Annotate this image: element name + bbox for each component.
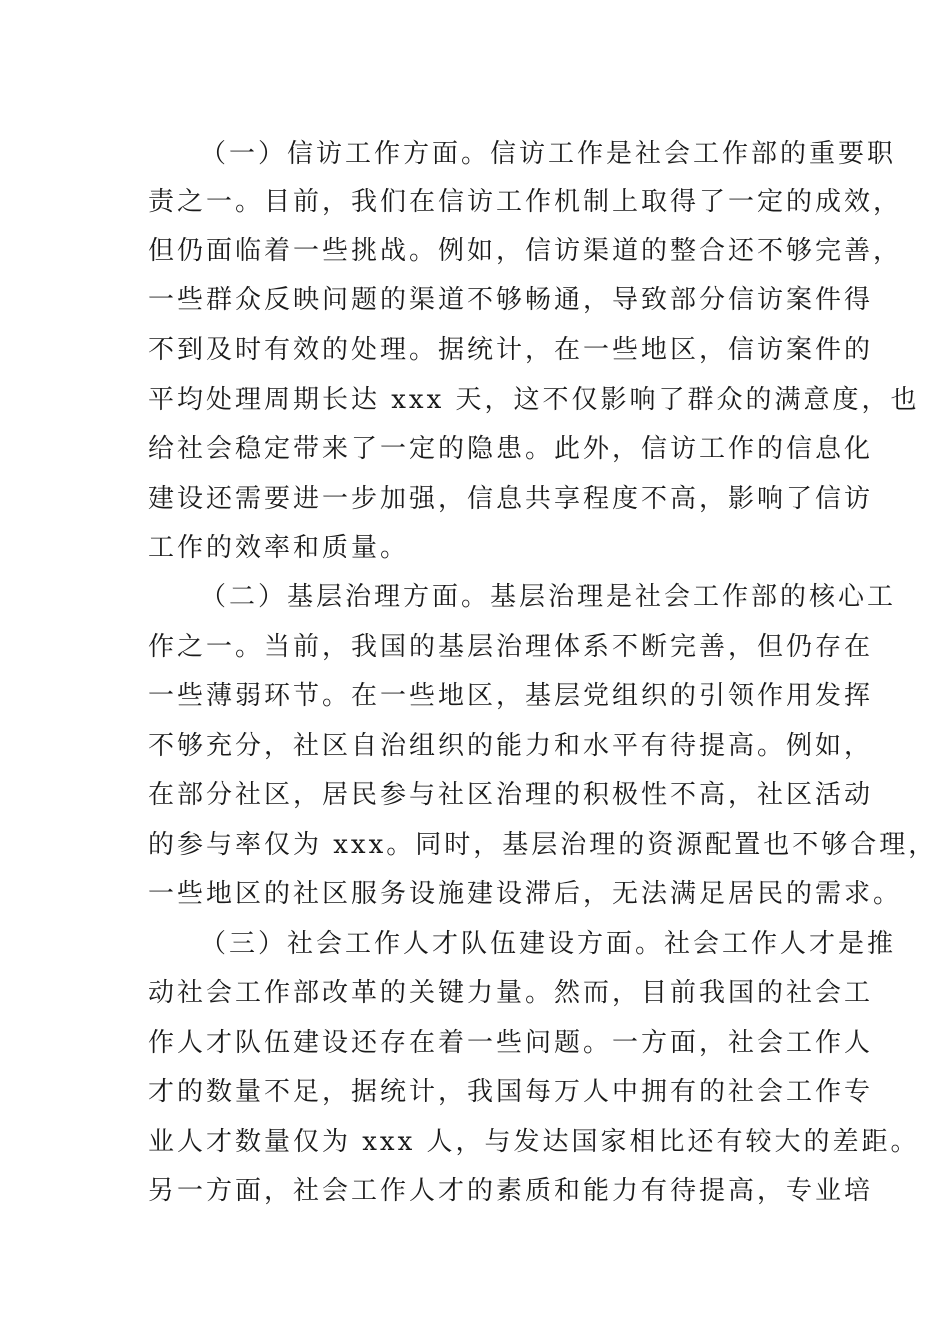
paragraph-line: 才的数量不足，据统计，我国每万人中拥有的社会工作专 <box>148 1077 874 1107</box>
paragraph-line: 在部分社区，居民参与社区治理的积极性不高，社区活动 <box>148 780 874 810</box>
paragraph-line: 责之一。目前，我们在信访工作机制上取得了一定的成效， <box>148 187 903 217</box>
paragraph-line: 给社会稳定带来了一定的隐患。此外，信访工作的信息化 <box>148 434 874 464</box>
paragraph-line: 另一方面，社会工作人才的素质和能力有待提高，专业培 <box>148 1176 874 1206</box>
paragraph-line: （二）基层治理方面。基层治理是社会工作部的核心工 <box>200 582 897 612</box>
paragraph-line: 的参与率仅为 xxx。同时，基层治理的资源配置也不够合理， <box>148 830 938 860</box>
paragraph-line: 平均处理周期长达 xxx 天，这不仅影响了群众的满意度，也 <box>148 385 920 415</box>
paragraph-line: 业人才数量仅为 xxx 人，与发达国家相比还有较大的差距。 <box>148 1127 920 1157</box>
paragraph-line: 建设还需要进一步加强，信息共享程度不高，影响了信访 <box>148 484 874 514</box>
paragraph-line: （一）信访工作方面。信访工作是社会工作部的重要职 <box>200 139 897 169</box>
paragraph-line: 一些薄弱环节。在一些地区，基层党组织的引领作用发挥 <box>148 681 874 711</box>
paragraph-line: 一些群众反映问题的渠道不够畅通，导致部分信访案件得 <box>148 285 874 315</box>
paragraph-line: （三）社会工作人才队伍建设方面。社会工作人才是推 <box>200 929 897 959</box>
paragraph-line: 动社会工作部改革的关键力量。然而，目前我国的社会工 <box>148 978 874 1008</box>
paragraph-line: 不到及时有效的处理。据统计，在一些地区，信访案件的 <box>148 335 874 365</box>
paragraph-line: 一些地区的社区服务设施建设滞后，无法满足居民的需求。 <box>148 879 903 909</box>
paragraph-line: 工作的效率和质量。 <box>148 533 410 563</box>
paragraph-line: 但仍面临着一些挑战。例如，信访渠道的整合还不够完善， <box>148 236 903 266</box>
paragraph-line: 作之一。当前，我国的基层治理体系不断完善，但仍存在 <box>148 632 874 662</box>
paragraph-line: 作人才队伍建设还存在着一些问题。一方面，社会工作人 <box>148 1028 874 1058</box>
paragraph-line: 不够充分，社区自治组织的能力和水平有待提高。例如， <box>148 731 874 761</box>
